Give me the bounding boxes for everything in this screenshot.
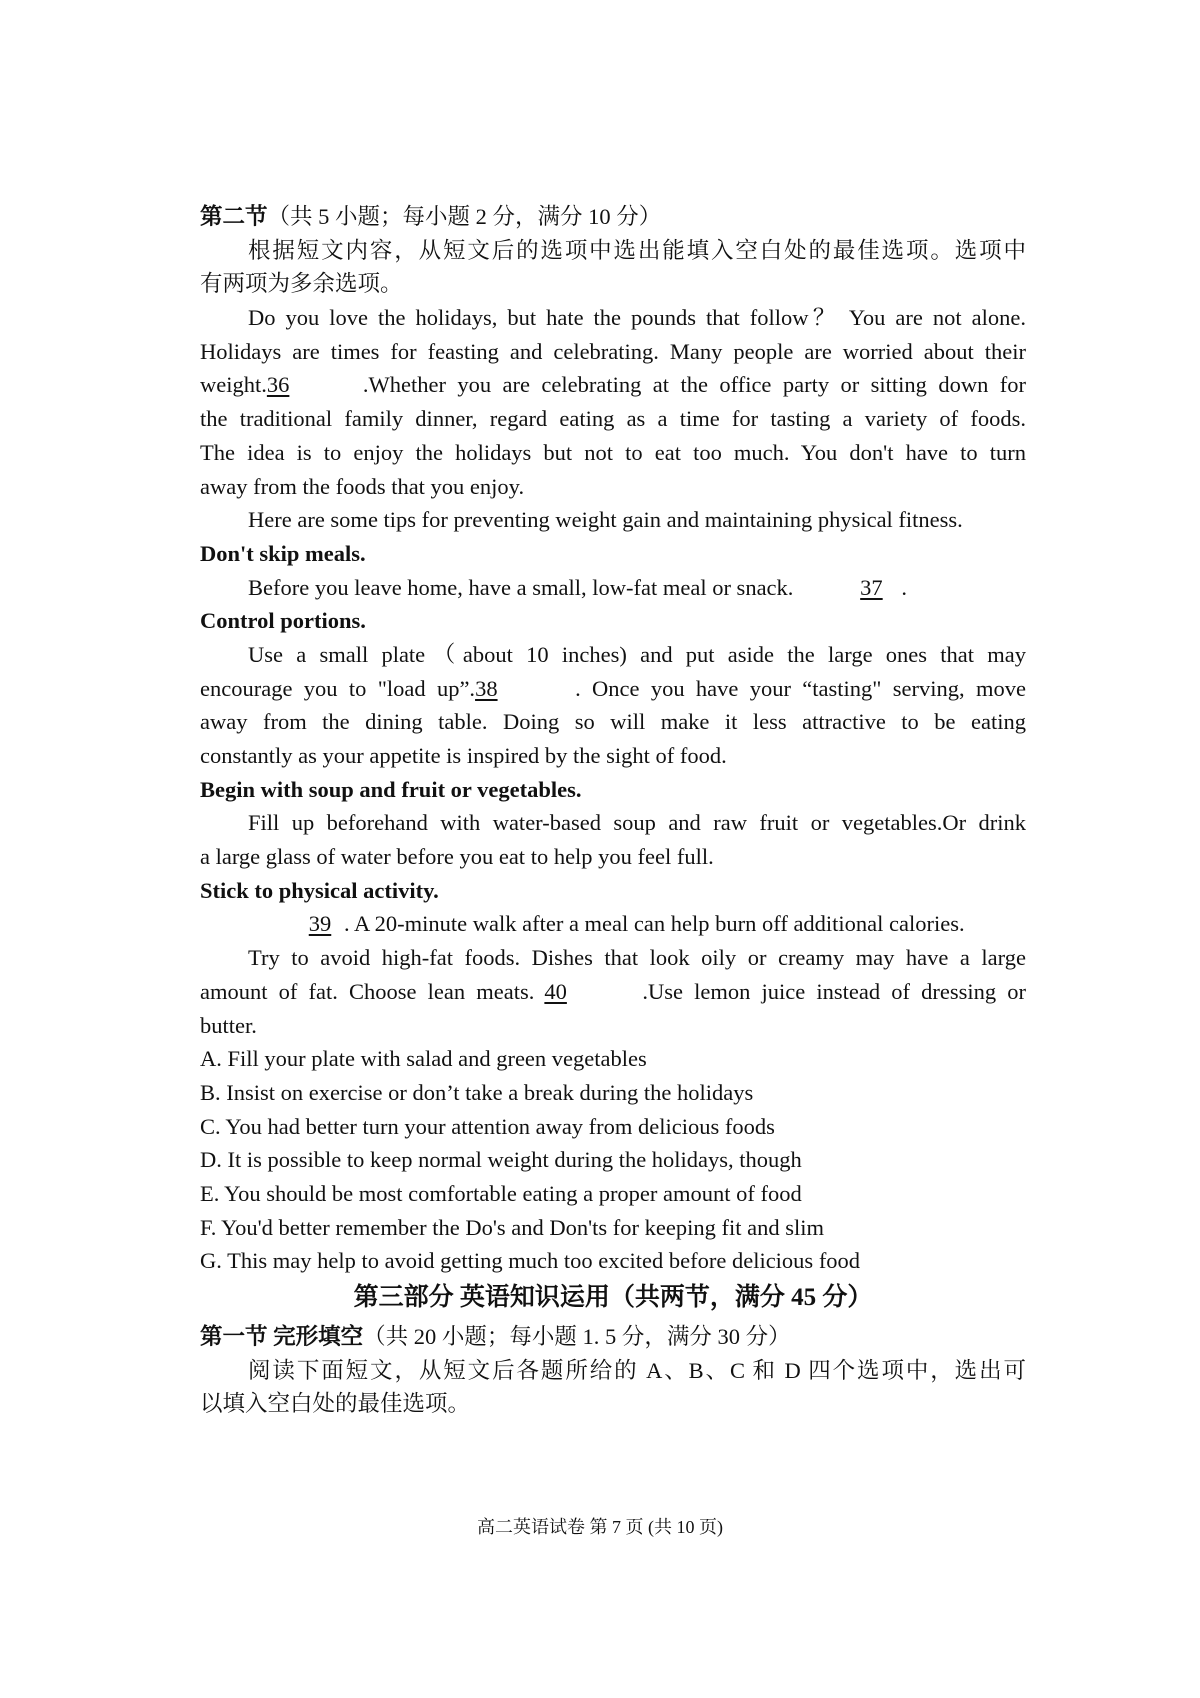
passage-p3	[200, 571, 1026, 605]
passage-p7-line2	[200, 975, 1026, 1009]
passage-p1-line2: Holidays are times for feasting and celebrating. Many people are worried about their	[200, 338, 1026, 364]
passage-p3-pre: Before you leave home, have a small, low-fat meal or snack.	[248, 574, 794, 600]
passage-p5-line1: Fill up beforehand with water-based soup and raw fruit or vegetables.Or drink	[248, 810, 1026, 836]
tip-heading-physical-activity: Stick to physical activity.	[200, 877, 439, 903]
option-d: D. It is possible to keep normal weight during the holidays, though	[200, 1147, 802, 1173]
section2-heading	[200, 200, 1026, 234]
passage-p4-line4: constantly as your appetite is inspired by the sight of food.	[200, 743, 727, 768]
passage-p7-line3: butter.	[200, 1012, 257, 1038]
passage-p7-line2-pre: amount of fat. Choose lean meats.	[200, 978, 535, 1004]
blank-38: 38	[475, 675, 498, 701]
part3-title: 第三部分 英语知识运用（共两节，满分 45 分）	[353, 1284, 873, 1311]
answer-options	[200, 1042, 1026, 1278]
passage-p7-line2-post: .Use lemon juice instead of dressing or	[642, 978, 1027, 1004]
passage-p4-line3: away from the dining table. Doing so will make it less attractive to be eating	[200, 709, 1026, 735]
passage-p4-line1: Use a small plate（about 10 inches) and put aside the large ones that may	[248, 641, 1026, 667]
passage-p2: Here are some tips for preventing weight gain and maintaining physical fitness.	[248, 507, 963, 533]
tip-heading-control-portions: Control portions.	[200, 608, 366, 634]
passage-p4-line2-post: . Once you have your “tasting" serving, move	[575, 675, 1026, 701]
option-a: A. Fill your plate with salad and green vegetables	[200, 1046, 647, 1072]
passage-p6	[200, 907, 1026, 941]
exam-page	[200, 200, 1026, 1421]
section2-instruction-line1: 根据短文内容，从短文后的选项中选出能填入空白处的最佳选项。选项中	[248, 237, 1026, 263]
passage-p1-line3-pre: weight.	[200, 372, 267, 398]
section2-heading-rest: （共 5 小题；每小题 2 分，满分 10 分）	[267, 204, 662, 229]
blank-37: 37	[860, 574, 883, 600]
section1-heading-bold: 第一节 完形填空	[200, 1324, 364, 1349]
passage-p7-line1: Try to avoid high-fat foods. Dishes that look oily or creamy may have a large	[248, 945, 1026, 971]
passage-p1-line3-post: .Whether you are celebrating at the office party or sitting down for	[362, 372, 1026, 398]
section2-heading-bold: 第二节	[200, 204, 268, 229]
option-c: C. You had better turn your attention away from delicious foods	[200, 1113, 775, 1139]
passage-p5-line2: a large glass of water before you eat to help you feel full.	[200, 844, 714, 870]
passage-p4-line2-pre: encourage you to "load up”.	[200, 675, 476, 701]
section1-heading	[200, 1320, 1026, 1354]
passage-p1-line1: Do you love the holidays, but hate the pounds that follow？ You are not alone.	[248, 305, 1026, 331]
page-footer: 高二英语试卷 第 7 页 (共 10 页)	[477, 1517, 723, 1537]
blank-36: 36	[266, 372, 290, 398]
option-e: E. You should be most comfortable eating a proper amount of food	[200, 1180, 802, 1206]
option-f: F. You'd better remember the Do's and Don'ts for keeping fit and slim	[200, 1214, 825, 1240]
passage-p1-line4: the traditional family dinner, regard eating as a time for tasting a variety of foods.	[200, 406, 1026, 432]
tip-heading-skip-meals: Don't skip meals.	[200, 540, 366, 566]
option-g: G. This may help to avoid getting much too excited before delicious food	[200, 1248, 861, 1274]
passage-p1-line6: away from the foods that you enjoy.	[200, 473, 525, 499]
passage-p6-post: . A 20-minute walk after a meal can help burn off additional calories.	[344, 911, 965, 937]
section2-instruction-line2: 有两项为多余选项。	[200, 271, 403, 297]
option-b: B. Insist on exercise or don’t take a break during the holidays	[200, 1079, 754, 1105]
section1-instruction-line1: 阅读下面短文，从短文后各题所给的 A、B、C 和 D 四个选项中，选出可	[248, 1357, 1026, 1383]
section1-heading-rest: （共 20 小题；每小题 1. 5 分，满分 30 分）	[363, 1324, 791, 1349]
passage-p4-line2	[200, 672, 1026, 706]
passage-p1-line5: The idea is to enjoy the holidays but not to eat too much. You don't have to turn	[200, 439, 1026, 465]
passage-p3-post: .	[901, 574, 908, 600]
section1-instruction-line2: 以填入空白处的最佳选项。	[200, 1391, 471, 1417]
tip-heading-soup-fruit: Begin with soup and fruit or vegetables.	[200, 776, 582, 802]
blank-40: 40	[544, 978, 567, 1004]
passage-p1-line3	[200, 368, 1026, 402]
blank-39: 39	[308, 911, 332, 937]
